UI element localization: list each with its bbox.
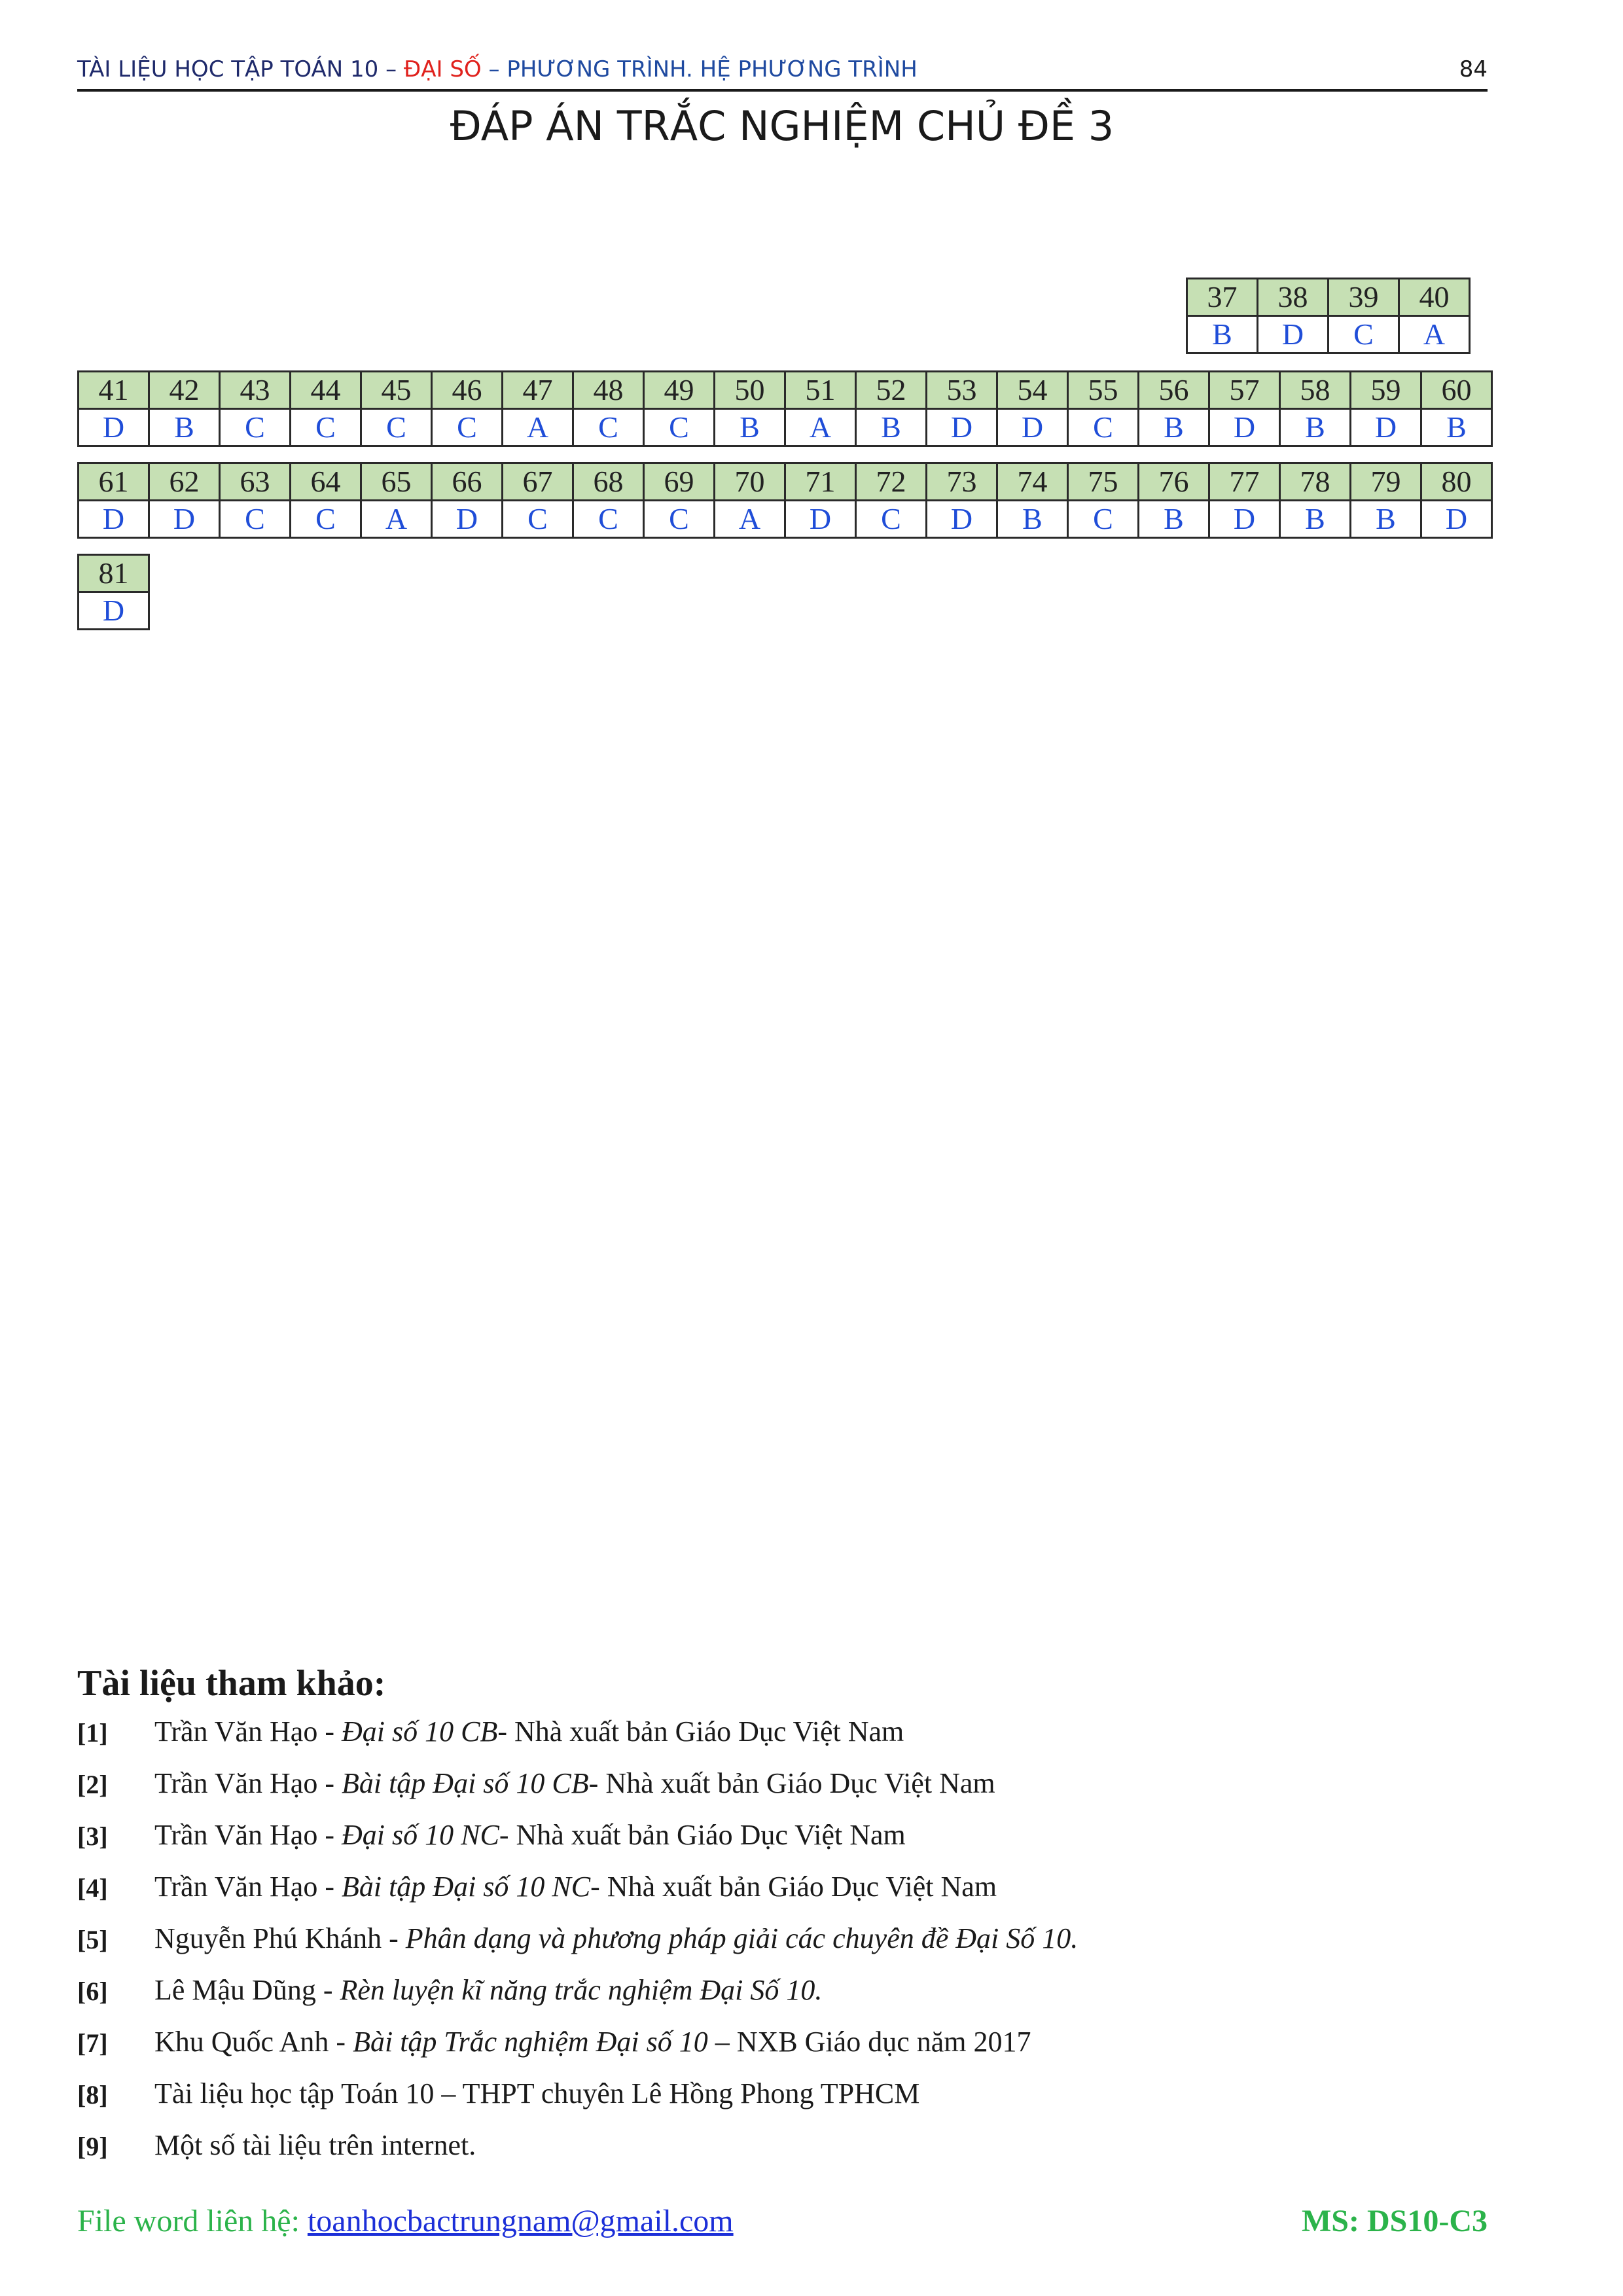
reference-text (154, 1971, 822, 2010)
answer-cell: B (1187, 316, 1258, 353)
answer-cell: B (149, 409, 220, 446)
answer-cell: C (291, 409, 361, 446)
reference-item (77, 1764, 1488, 1816)
reference-number: [4] (77, 1873, 108, 1903)
question-number-row (1187, 279, 1470, 316)
answer-cell: B (715, 409, 785, 446)
references-heading: Tài liệu tham khảo: (77, 1663, 386, 1704)
question-number-cell: 58 (1280, 372, 1351, 409)
answer-cell: D (432, 501, 503, 538)
question-number-cell: 55 (1068, 372, 1139, 409)
question-number-cell: 79 (1351, 463, 1421, 501)
question-number-cell: 75 (1068, 463, 1139, 501)
question-number-cell: 56 (1139, 372, 1209, 409)
reference-item (77, 2022, 1488, 2074)
page-title: ĐÁP ÁN TRẮC NGHIỆM CHỦ ĐỀ 3 (450, 102, 1115, 150)
reference-number: [1] (77, 1718, 108, 1748)
answer-cell: D (997, 409, 1068, 446)
question-number-cell: 46 (432, 372, 503, 409)
page-footer (77, 2203, 1488, 2249)
reference-title: Bài tập Đại số 10 CB (341, 1767, 589, 1799)
question-number-cell: 61 (79, 463, 149, 501)
question-number-row (79, 555, 149, 592)
question-number-cell: 78 (1280, 463, 1351, 501)
reference-publisher: - Nhà xuất bản Giáo Dục Việt Nam (588, 1767, 995, 1799)
reference-item (77, 1816, 1488, 1867)
reference-publisher: - Nhà xuất bản Giáo Dục Việt Nam (497, 1715, 904, 1748)
answer-cell: D (79, 501, 149, 538)
reference-number: [3] (77, 1821, 108, 1851)
reference-author: Nguyễn Phú Khánh - (154, 1922, 406, 1954)
answer-cell: C (1068, 501, 1139, 538)
answer-cell: A (503, 409, 573, 446)
question-number-cell: 62 (149, 463, 220, 501)
reference-author: Một số tài liệu trên internet. (154, 2129, 476, 2161)
answer-cell: D (1258, 316, 1329, 353)
question-number-cell: 74 (997, 463, 1068, 501)
answer-cell: D (1421, 501, 1492, 538)
question-number-cell: 57 (1209, 372, 1280, 409)
header-part-3: – PHƯƠNG TRÌNH. HỆ PHƯƠNG TRÌNH (481, 56, 918, 82)
question-number-cell: 42 (149, 372, 220, 409)
reference-number: [9] (77, 2132, 108, 2161)
answer-cell: C (1329, 316, 1399, 353)
document-code: MS: DS10-C3 (1302, 2204, 1488, 2238)
reference-author: Tài liệu học tập Toán 10 – THPT chuyên Lê Hồng Phong TPHCM (154, 2077, 920, 2109)
answer-cell: D (149, 501, 220, 538)
reference-text (154, 1764, 995, 1803)
answer-cell: D (1209, 501, 1280, 538)
question-number-cell: 63 (220, 463, 291, 501)
answer-table-37-40 (1186, 278, 1471, 354)
footer-contact-label: File word liên hệ: (77, 2204, 308, 2238)
question-number-cell: 47 (503, 372, 573, 409)
reference-author: Trần Văn Hạo - (154, 1871, 342, 1903)
reference-number: [8] (77, 2080, 108, 2109)
reference-number: [6] (77, 1977, 108, 2006)
reference-publisher: - Nhà xuất bản Giáo Dục Việt Nam (590, 1871, 997, 1903)
question-number-cell: 73 (927, 463, 997, 501)
reference-author: Trần Văn Hạo - (154, 1819, 342, 1851)
reference-number: [2] (77, 1770, 108, 1799)
reference-text (154, 1919, 1078, 1958)
question-number-cell: 72 (856, 463, 927, 501)
answer-cell: D (927, 409, 997, 446)
answer-row (79, 501, 1492, 538)
answer-cell: B (1280, 409, 1351, 446)
reference-publisher: – NXB Giáo dục năm 2017 (707, 2026, 1031, 2058)
answer-cell: B (1421, 409, 1492, 446)
question-number-cell: 81 (79, 555, 149, 592)
reference-item (77, 2126, 1488, 2178)
answer-cell: B (997, 501, 1068, 538)
reference-text (154, 1712, 904, 1751)
header-title (77, 56, 918, 82)
answer-cell: D (79, 592, 149, 630)
question-number-cell: 59 (1351, 372, 1421, 409)
question-number-cell: 80 (1421, 463, 1492, 501)
answer-cell: C (361, 409, 432, 446)
answer-cell: B (1351, 501, 1421, 538)
answer-row (79, 592, 149, 630)
question-number-cell: 71 (785, 463, 856, 501)
question-number-cell: 48 (573, 372, 644, 409)
reference-title: Đại số 10 CB (341, 1715, 498, 1748)
answer-cell: D (1209, 409, 1280, 446)
answer-cell: C (432, 409, 503, 446)
page-header (77, 51, 1488, 92)
question-number-cell: 37 (1187, 279, 1258, 316)
reference-number: [5] (77, 1925, 108, 1954)
question-number-cell: 50 (715, 372, 785, 409)
header-part-2: ĐẠI SỐ (403, 56, 482, 82)
answer-table-41-60 (77, 370, 1493, 447)
answer-cell: C (220, 501, 291, 538)
reference-item (77, 1867, 1488, 1919)
question-number-cell: 68 (573, 463, 644, 501)
question-number-cell: 40 (1399, 279, 1470, 316)
header-part-1: TÀI LIỆU HỌC TẬP TOÁN 10 – (77, 56, 404, 82)
answer-cell: C (573, 501, 644, 538)
answer-cell: D (785, 501, 856, 538)
answer-row (1187, 316, 1470, 353)
answer-cell: C (644, 501, 715, 538)
question-number-row (79, 372, 1492, 409)
answer-cell: B (1139, 501, 1209, 538)
question-number-cell: 60 (1421, 372, 1492, 409)
answer-cell: D (1351, 409, 1421, 446)
question-number-cell: 67 (503, 463, 573, 501)
answer-cell: B (1280, 501, 1351, 538)
question-number-cell: 38 (1258, 279, 1329, 316)
question-number-cell: 77 (1209, 463, 1280, 501)
question-number-cell: 45 (361, 372, 432, 409)
reference-title: Đại số 10 NC (341, 1819, 499, 1851)
answer-cell: C (1068, 409, 1139, 446)
answer-cell: A (361, 501, 432, 538)
references-section (77, 1662, 1488, 2178)
answer-cell: C (503, 501, 573, 538)
question-number-cell: 69 (644, 463, 715, 501)
answer-row (79, 409, 1492, 446)
reference-item (77, 2074, 1488, 2126)
question-number-cell: 76 (1139, 463, 1209, 501)
email-link[interactable]: toanhocbactrungnam@gmail.com (307, 2204, 734, 2238)
question-number-cell: 49 (644, 372, 715, 409)
question-number-cell: 44 (291, 372, 361, 409)
question-number-cell: 54 (997, 372, 1068, 409)
reference-item (77, 1919, 1488, 1971)
reference-title: Phân dạng và phương pháp giải các chuyên đề Đại Số 10. (405, 1922, 1079, 1954)
question-number-cell: 66 (432, 463, 503, 501)
question-number-cell: 52 (856, 372, 927, 409)
reference-text (154, 2126, 476, 2165)
reference-text (154, 2074, 919, 2113)
question-number-cell: 70 (715, 463, 785, 501)
references-list (77, 1712, 1488, 2178)
reference-title: Rèn luyện kĩ năng trắc nghiệm Đại Số 10. (340, 1974, 823, 2006)
reference-item (77, 1971, 1488, 2022)
question-number-cell: 64 (291, 463, 361, 501)
question-number-cell: 39 (1329, 279, 1399, 316)
answer-cell: C (220, 409, 291, 446)
question-number-row (79, 463, 1492, 501)
answer-table-81 (77, 554, 150, 630)
answer-cell: C (856, 501, 927, 538)
answer-cell: A (1399, 316, 1470, 353)
page-number: 84 (1459, 56, 1488, 82)
footer-contact (77, 2203, 734, 2239)
reference-title: Bài tập Đại số 10 NC (341, 1871, 591, 1903)
question-number-cell: 43 (220, 372, 291, 409)
reference-text (154, 1867, 997, 1907)
reference-author: Khu Quốc Anh - (154, 2026, 353, 2058)
reference-text (154, 2022, 1031, 2062)
answer-cell: B (1139, 409, 1209, 446)
question-number-cell: 65 (361, 463, 432, 501)
answer-cell: C (644, 409, 715, 446)
answer-cell: B (856, 409, 927, 446)
reference-text (154, 1816, 906, 1855)
answer-cell: D (927, 501, 997, 538)
reference-title: Bài tập Trắc nghiệm Đại số 10 (353, 2026, 708, 2058)
question-number-cell: 41 (79, 372, 149, 409)
answer-cell: D (79, 409, 149, 446)
reference-author: Trần Văn Hạo - (154, 1715, 342, 1748)
answer-cell: A (715, 501, 785, 538)
answer-cell: A (785, 409, 856, 446)
reference-number: [7] (77, 2028, 108, 2058)
reference-author: Trần Văn Hạo - (154, 1767, 342, 1799)
answer-cell: C (573, 409, 644, 446)
answer-table-61-80 (77, 462, 1493, 539)
question-number-cell: 51 (785, 372, 856, 409)
reference-item (77, 1712, 1488, 1764)
answer-cell: C (291, 501, 361, 538)
reference-publisher: - Nhà xuất bản Giáo Dục Việt Nam (499, 1819, 906, 1851)
question-number-cell: 53 (927, 372, 997, 409)
reference-author: Lê Mậu Dũng - (154, 1974, 340, 2006)
